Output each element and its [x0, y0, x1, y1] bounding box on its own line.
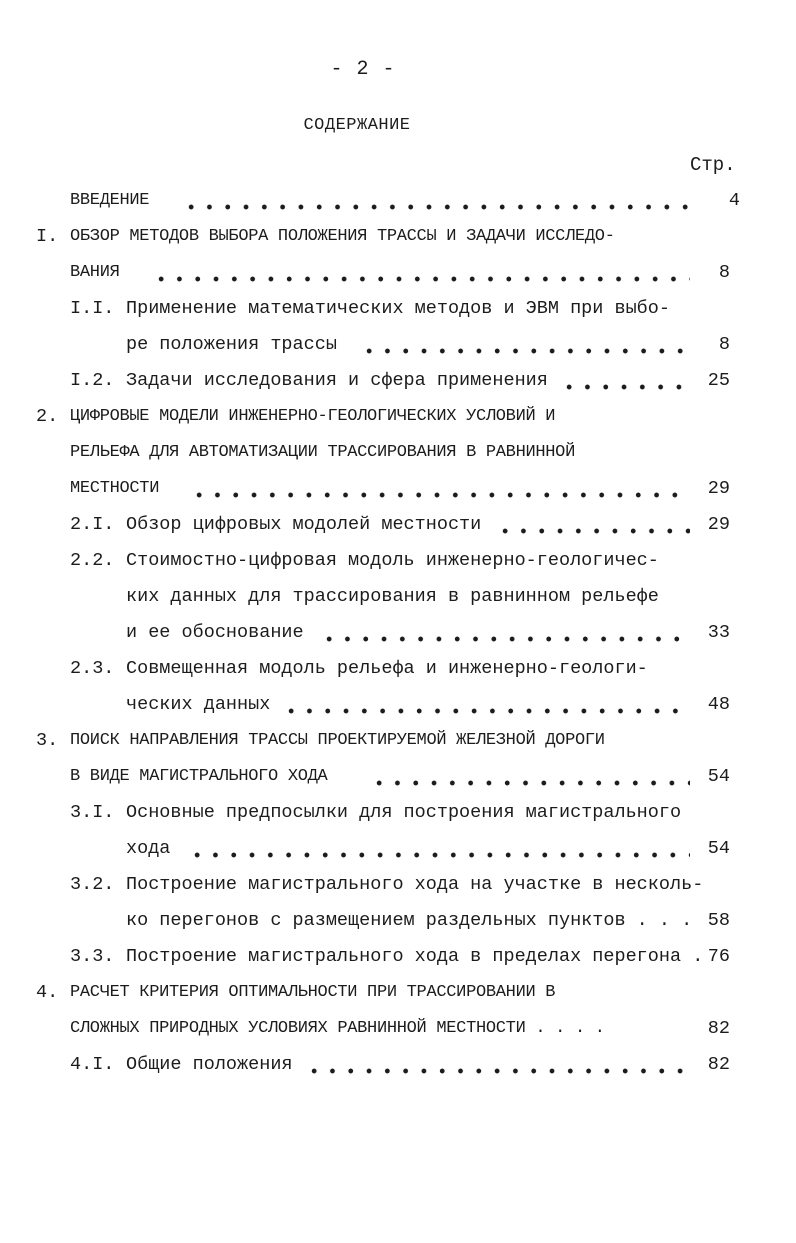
dot-leader — [150, 258, 690, 288]
toc-entry-text: Обзор цифровых модолей местности — [126, 514, 482, 535]
toc-entry-page: 29 — [707, 514, 730, 535]
toc-entry-number: 2.2. — [70, 550, 115, 571]
toc-entry-page: 25 — [707, 370, 730, 391]
toc-entry-number: 3.3. — [70, 946, 115, 967]
toc-entry — [0, 870, 796, 900]
dot-leader — [280, 690, 690, 720]
toc-entry-number: 2.3. — [70, 658, 115, 679]
toc-entry-text: МЕСТНОСТИ — [70, 479, 160, 498]
toc-entry-text: ВАНИЯ — [70, 263, 120, 282]
toc-entry-page: 82 — [707, 1054, 730, 1075]
toc-entry-text: ческих данных — [126, 694, 271, 715]
toc-entry — [0, 258, 796, 288]
toc-entry-text: Стоимостно-цифровая модоль инженерно-геологичес- — [126, 550, 659, 571]
toc-entry-text: РАСЧЕТ КРИТЕРИЯ ОПТИМАЛЬНОСТИ ПРИ ТРАССИРОВАНИИ В — [70, 983, 556, 1002]
toc-entry-text: и ее обоснование — [126, 622, 304, 643]
dot-leader — [303, 1050, 690, 1080]
toc-entry-text: Применение математических методов и ЭВМ при выбо- — [126, 298, 670, 319]
toc-entry — [0, 294, 796, 324]
dot-leader — [188, 474, 690, 504]
toc-entry-text: Задачи исследования и сфера применения — [126, 370, 548, 391]
toc-entry — [0, 654, 796, 684]
toc-entry — [0, 978, 796, 1008]
toc-entry — [0, 474, 796, 504]
toc-entry — [0, 942, 796, 972]
toc-entry-text: СЛОЖНЫХ ПРИРОДНЫХ УСЛОВИЯХ РАВНИННОЙ МЕСТНОСТИ . . . . — [70, 1019, 605, 1038]
toc-entry-page: 8 — [718, 334, 730, 355]
toc-entry-page: 4 — [728, 190, 740, 211]
toc-entry-number: 3.I. — [70, 802, 115, 823]
dot-leader — [494, 510, 690, 540]
toc-entry — [0, 834, 796, 864]
toc-entry — [0, 186, 796, 216]
dot-leader — [358, 330, 690, 360]
toc-entry — [0, 222, 796, 252]
toc-entry-number: 2. — [36, 406, 59, 427]
toc-entry — [0, 582, 796, 612]
toc-entry-text: ре положения трассы — [126, 334, 337, 355]
toc-entry-text: Общие положения — [126, 1054, 293, 1075]
toc-entry-text: ОБЗОР МЕТОДОВ ВЫБОРА ПОЛОЖЕНИЯ ТРАССЫ И ЗАДАЧИ ИССЛЕДО- — [70, 227, 615, 246]
toc-entry-page: 8 — [718, 262, 730, 283]
toc-entry-text: Основные предпосылки для построения магистрального — [126, 802, 682, 823]
toc-entry-text: РЕЛЬЕФА ДЛЯ АВТОМАТИЗАЦИИ ТРАССИРОВАНИЯ В РАВНИННОЙ — [70, 443, 575, 462]
toc-entry — [0, 618, 796, 648]
toc-entry — [0, 1050, 796, 1080]
toc-entry-text: Построение магистрального хода в пределах перегона . — [126, 946, 704, 967]
toc-entry-text: Совмещенная модоль рельефа и инженерно-геологи- — [126, 658, 648, 679]
toc-entry-page: 54 — [707, 766, 730, 787]
toc-entry-text: ких данных для трассирования в равнинном рельефе — [126, 586, 659, 607]
toc-entry-number: 4.I. — [70, 1054, 115, 1075]
dot-leader — [368, 762, 690, 792]
toc-entry-page: 58 — [707, 910, 730, 931]
toc-entry-text: хода — [126, 838, 171, 859]
toc-entry-page: 54 — [707, 838, 730, 859]
dot-leader — [318, 618, 690, 648]
dot-leader — [180, 186, 690, 216]
toc-entry — [0, 1014, 796, 1044]
toc-entry — [0, 366, 796, 396]
toc-entry — [0, 402, 796, 432]
toc-entry — [0, 546, 796, 576]
toc-entry-text: ПОИСК НАПРАВЛЕНИЯ ТРАССЫ ПРОЕКТИРУЕМОЙ ЖЕЛЕЗНОЙ ДОРОГИ — [70, 731, 605, 750]
page-title: СОДЕРЖАНИЕ — [303, 116, 411, 135]
toc-entry — [0, 726, 796, 756]
toc-entry-text: ВВЕДЕНИЕ — [70, 191, 150, 210]
toc-entry-number: I. — [36, 226, 59, 247]
toc-entry-number: I.I. — [70, 298, 115, 319]
page-column-label: Стр. — [690, 154, 736, 176]
toc-entry-text: ЦИФРОВЫЕ МОДЕЛИ ИНЖЕНЕРНО-ГЕОЛОГИЧЕСКИХ УСЛОВИЙ И — [70, 407, 556, 426]
toc-entry-text: Построение магистрального хода на участке в несколь- — [126, 874, 704, 895]
dot-leader — [558, 366, 690, 396]
toc-entry — [0, 438, 796, 468]
toc-entry-number: 2.I. — [70, 514, 115, 535]
toc-entry — [0, 690, 796, 720]
toc-entry-page: 82 — [707, 1018, 730, 1039]
toc-entry-page: 76 — [707, 946, 730, 967]
toc-entry-number: 3.2. — [70, 874, 115, 895]
toc-entry-page: 29 — [707, 478, 730, 499]
toc-entry-text: В ВИДЕ МАГИСТРАЛЬНОГО ХОДА — [70, 767, 328, 786]
toc-entry-number: 3. — [36, 730, 59, 751]
toc-entry-number: 4. — [36, 982, 59, 1003]
toc-entry — [0, 762, 796, 792]
dot-leader — [186, 834, 690, 864]
toc-entry — [0, 510, 796, 540]
toc-entry — [0, 330, 796, 360]
toc-entry-page: 33 — [707, 622, 730, 643]
toc-entry-number: I.2. — [70, 370, 115, 391]
toc-entry — [0, 906, 796, 936]
page-number: - 2 - — [330, 58, 396, 81]
toc-entry-page: 48 — [707, 694, 730, 715]
toc-entry — [0, 798, 796, 828]
toc-entry-text: ко перегонов с размещением раздельных пунктов . . . — [126, 910, 693, 931]
